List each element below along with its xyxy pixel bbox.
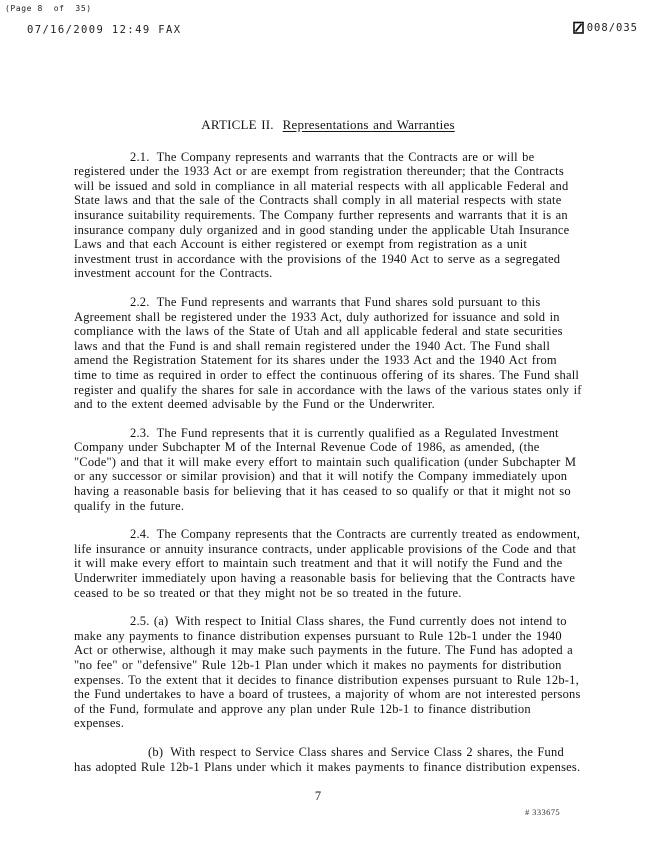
document-body — [74, 118, 582, 788]
paragraph-text: With respect to Initial Class shares, the Fund currently does not intend to make any payments to finance distribution expenses pursuant to Rule 12b-1 under the 1940 Act or otherwise, although it may make such payments in the future. The Fund has adopted a "no fee" or "defensive" Rule 12b-1 Plan under which it makes no payments for distribution expenses. To the extent that it decides to finance distribution expenses pursuant to Rule 12b-1, the Fund undertakes to have a board of trustees, a majority of whom are not interested persons of the Fund, formulate and approve any plan under Rule 12b-1 to finance distribution expenses. — [74, 614, 581, 731]
fax-datetime-stamp: 07/16/2009 12:49 FAX — [27, 24, 182, 36]
article-title-text: Representations and Warranties — [282, 117, 455, 132]
fax-page-info: (Page 8 of 35) — [5, 4, 92, 13]
paragraph-2-1 — [74, 150, 582, 281]
paragraph-2-5a — [74, 614, 582, 731]
paragraph-text: With respect to Service Class shares and Service Class 2 shares, the Fund has adopted Rule 12b-1 Plans under which it makes payments to finance distribution expenses. — [74, 744, 581, 774]
fax-page-counter-text: 008/035 — [586, 21, 638, 34]
paragraph-text: The Fund represents and warrants that Fund shares sold pursuant to this Agreement shall be registered under the 1933 Act, duly authorized for issuance and sold in compliance with the laws of the State of Utah and all applicable federal and state securities laws and that the Fund is and shall remain registered under the 1940 Act. The Fund shall amend the Registration Statement for its shares under the 1933 Act and the 1940 Act from time to time as required in order to effect the continuous offering of its shares. The Fund shall register and qualify the shares for sale in accordance with the laws of the various states only if and to the extent deemed advisable by the Fund or the Underwriter. — [74, 294, 582, 412]
paragraph-2-2 — [74, 295, 582, 412]
paragraph-label: 2.1. — [130, 149, 150, 164]
paragraph-text: The Company represents that the Contracts are currently treated as endowment, life insurance or annuity insurance contracts, under applicable provisions of the Code and that it will make every effort to maintain such treatment and that it will notify the Fund and the Underwriter immediately upon having a reasonable basis for believing that the Contracts have ceased to be so treated or that they might not be so treated in the future. — [74, 527, 581, 600]
paragraph-text: The Company represents and warrants that the Contracts are or will be registered under the 1933 Act or are exempt from registration thereunder; that the Contracts will be issued and sold in compliance in all material respects with all applicable Federal and State laws and that the sale of the Contracts shall comply in all material respects with state insurance suitability requirements. The Company further represents and warrants that it is an insurance company duly organized and in good standing under the applicable Utah Insurance Laws and that each Account is either registered or exempt from registration as a unit investment trust in accordance with the provisions of the 1940 Act to serve as a segregated investment account for the Contracts. — [74, 149, 570, 281]
document-reference-number: # 333675 — [525, 807, 561, 817]
article-label: ARTICLE II. — [201, 117, 274, 132]
paragraph-2-4 — [74, 527, 582, 600]
article-title — [74, 118, 582, 133]
paragraph-text: The Fund represents that it is currently qualified as a Regulated Investment Company under Subchapter M of the Internal Revenue Code of 1986, as amended, (the "Code") and that it will make every effort to maintain such qualification (under Subchapter M or any successor or similar provision) and that it will notify the Company immediately upon having a reasonable basis for believing that it has ceased to so qualify or that it might not so qualify in the future. — [74, 425, 577, 513]
paragraph-label: (b) — [148, 744, 164, 759]
fax-page-counter — [573, 21, 638, 34]
fax-page-icon — [573, 21, 584, 34]
paragraph-label: 2.2. — [130, 294, 150, 309]
page-number: 7 — [314, 789, 322, 803]
paragraph-2-3 — [74, 426, 582, 514]
paragraph-label: 2.4. — [130, 527, 150, 542]
paragraph-2-5b — [74, 745, 582, 774]
paragraph-label: 2.5. (a) — [130, 614, 169, 629]
paragraph-label: 2.3. — [130, 425, 150, 440]
